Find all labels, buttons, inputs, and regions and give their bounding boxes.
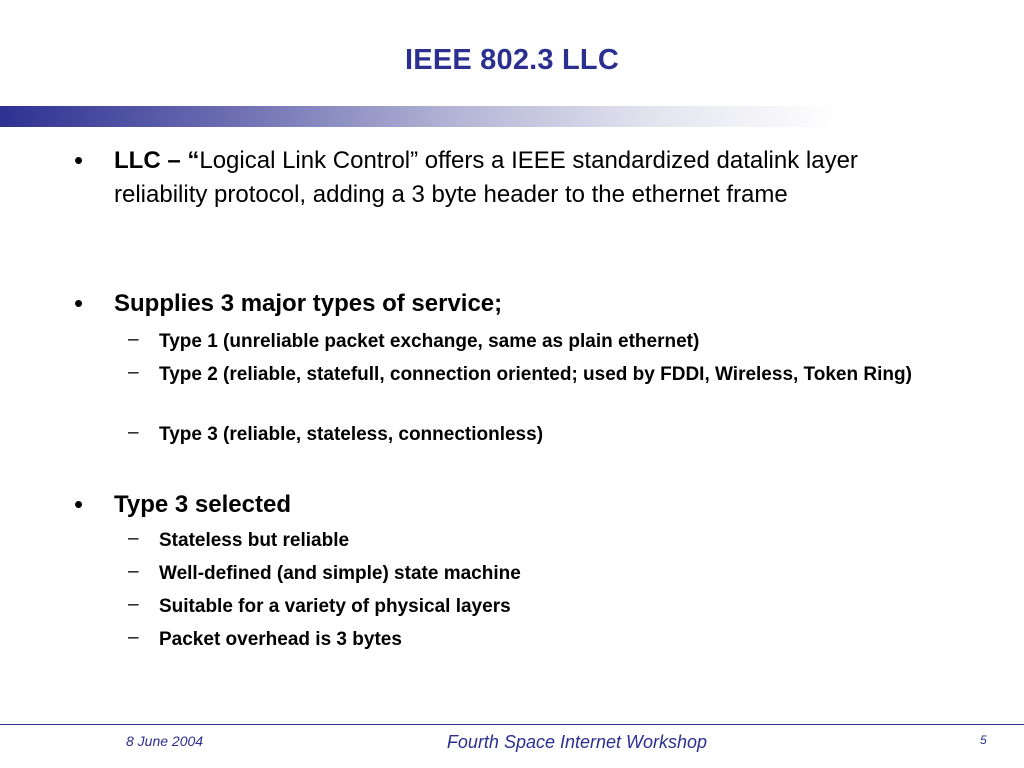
dash-icon: –: [128, 594, 139, 615]
footer-title: Fourth Space Internet Workshop: [446, 732, 708, 752]
sub-item-text: Packet overhead is 3 bytes: [159, 629, 402, 650]
bullet-text: Supplies 3 major types of service;: [114, 290, 503, 317]
bullet-dot-icon: •: [74, 489, 84, 519]
footer-divider: [0, 724, 1024, 725]
sub-item-text: Stateless but reliable: [159, 530, 350, 551]
sub-item-text: Type 1 (unreliable packet exchange, same as plain ethernet): [159, 331, 700, 352]
dash-icon: –: [128, 561, 139, 582]
footer-date: 8 June 2004: [126, 733, 204, 749]
bullet-dot-icon: •: [74, 288, 84, 318]
dash-icon: –: [128, 329, 139, 350]
bullet-dot-icon: •: [74, 145, 84, 175]
bullet-text: Type 3 selected: [114, 491, 291, 518]
dash-icon: –: [128, 627, 139, 648]
sub-item-text: Type 3 (reliable, stateless, connectionless): [159, 424, 544, 445]
bullet-text: [114, 144, 944, 212]
bullet-bold-prefix: LLC – “: [114, 147, 200, 174]
dash-icon: –: [128, 528, 139, 549]
sub-item-text: Type 2 (reliable, statefull, connection oriented; used by FDDI, Wireless, Token Ring): [159, 364, 912, 385]
bullet-body: Logical Link Control” offers a IEEE standardized datalink layer reliability protocol, adding a 3 byte header to the ethernet frame: [114, 147, 858, 208]
slide-title: IEEE 802.3 LLC: [405, 44, 619, 76]
sub-item-text: Suitable for a variety of physical layers: [159, 596, 511, 617]
dash-icon: –: [128, 422, 139, 443]
sub-item-text: Well-defined (and simple) state machine: [159, 563, 521, 584]
dash-icon: –: [128, 362, 139, 383]
page-number: 5: [980, 733, 987, 747]
